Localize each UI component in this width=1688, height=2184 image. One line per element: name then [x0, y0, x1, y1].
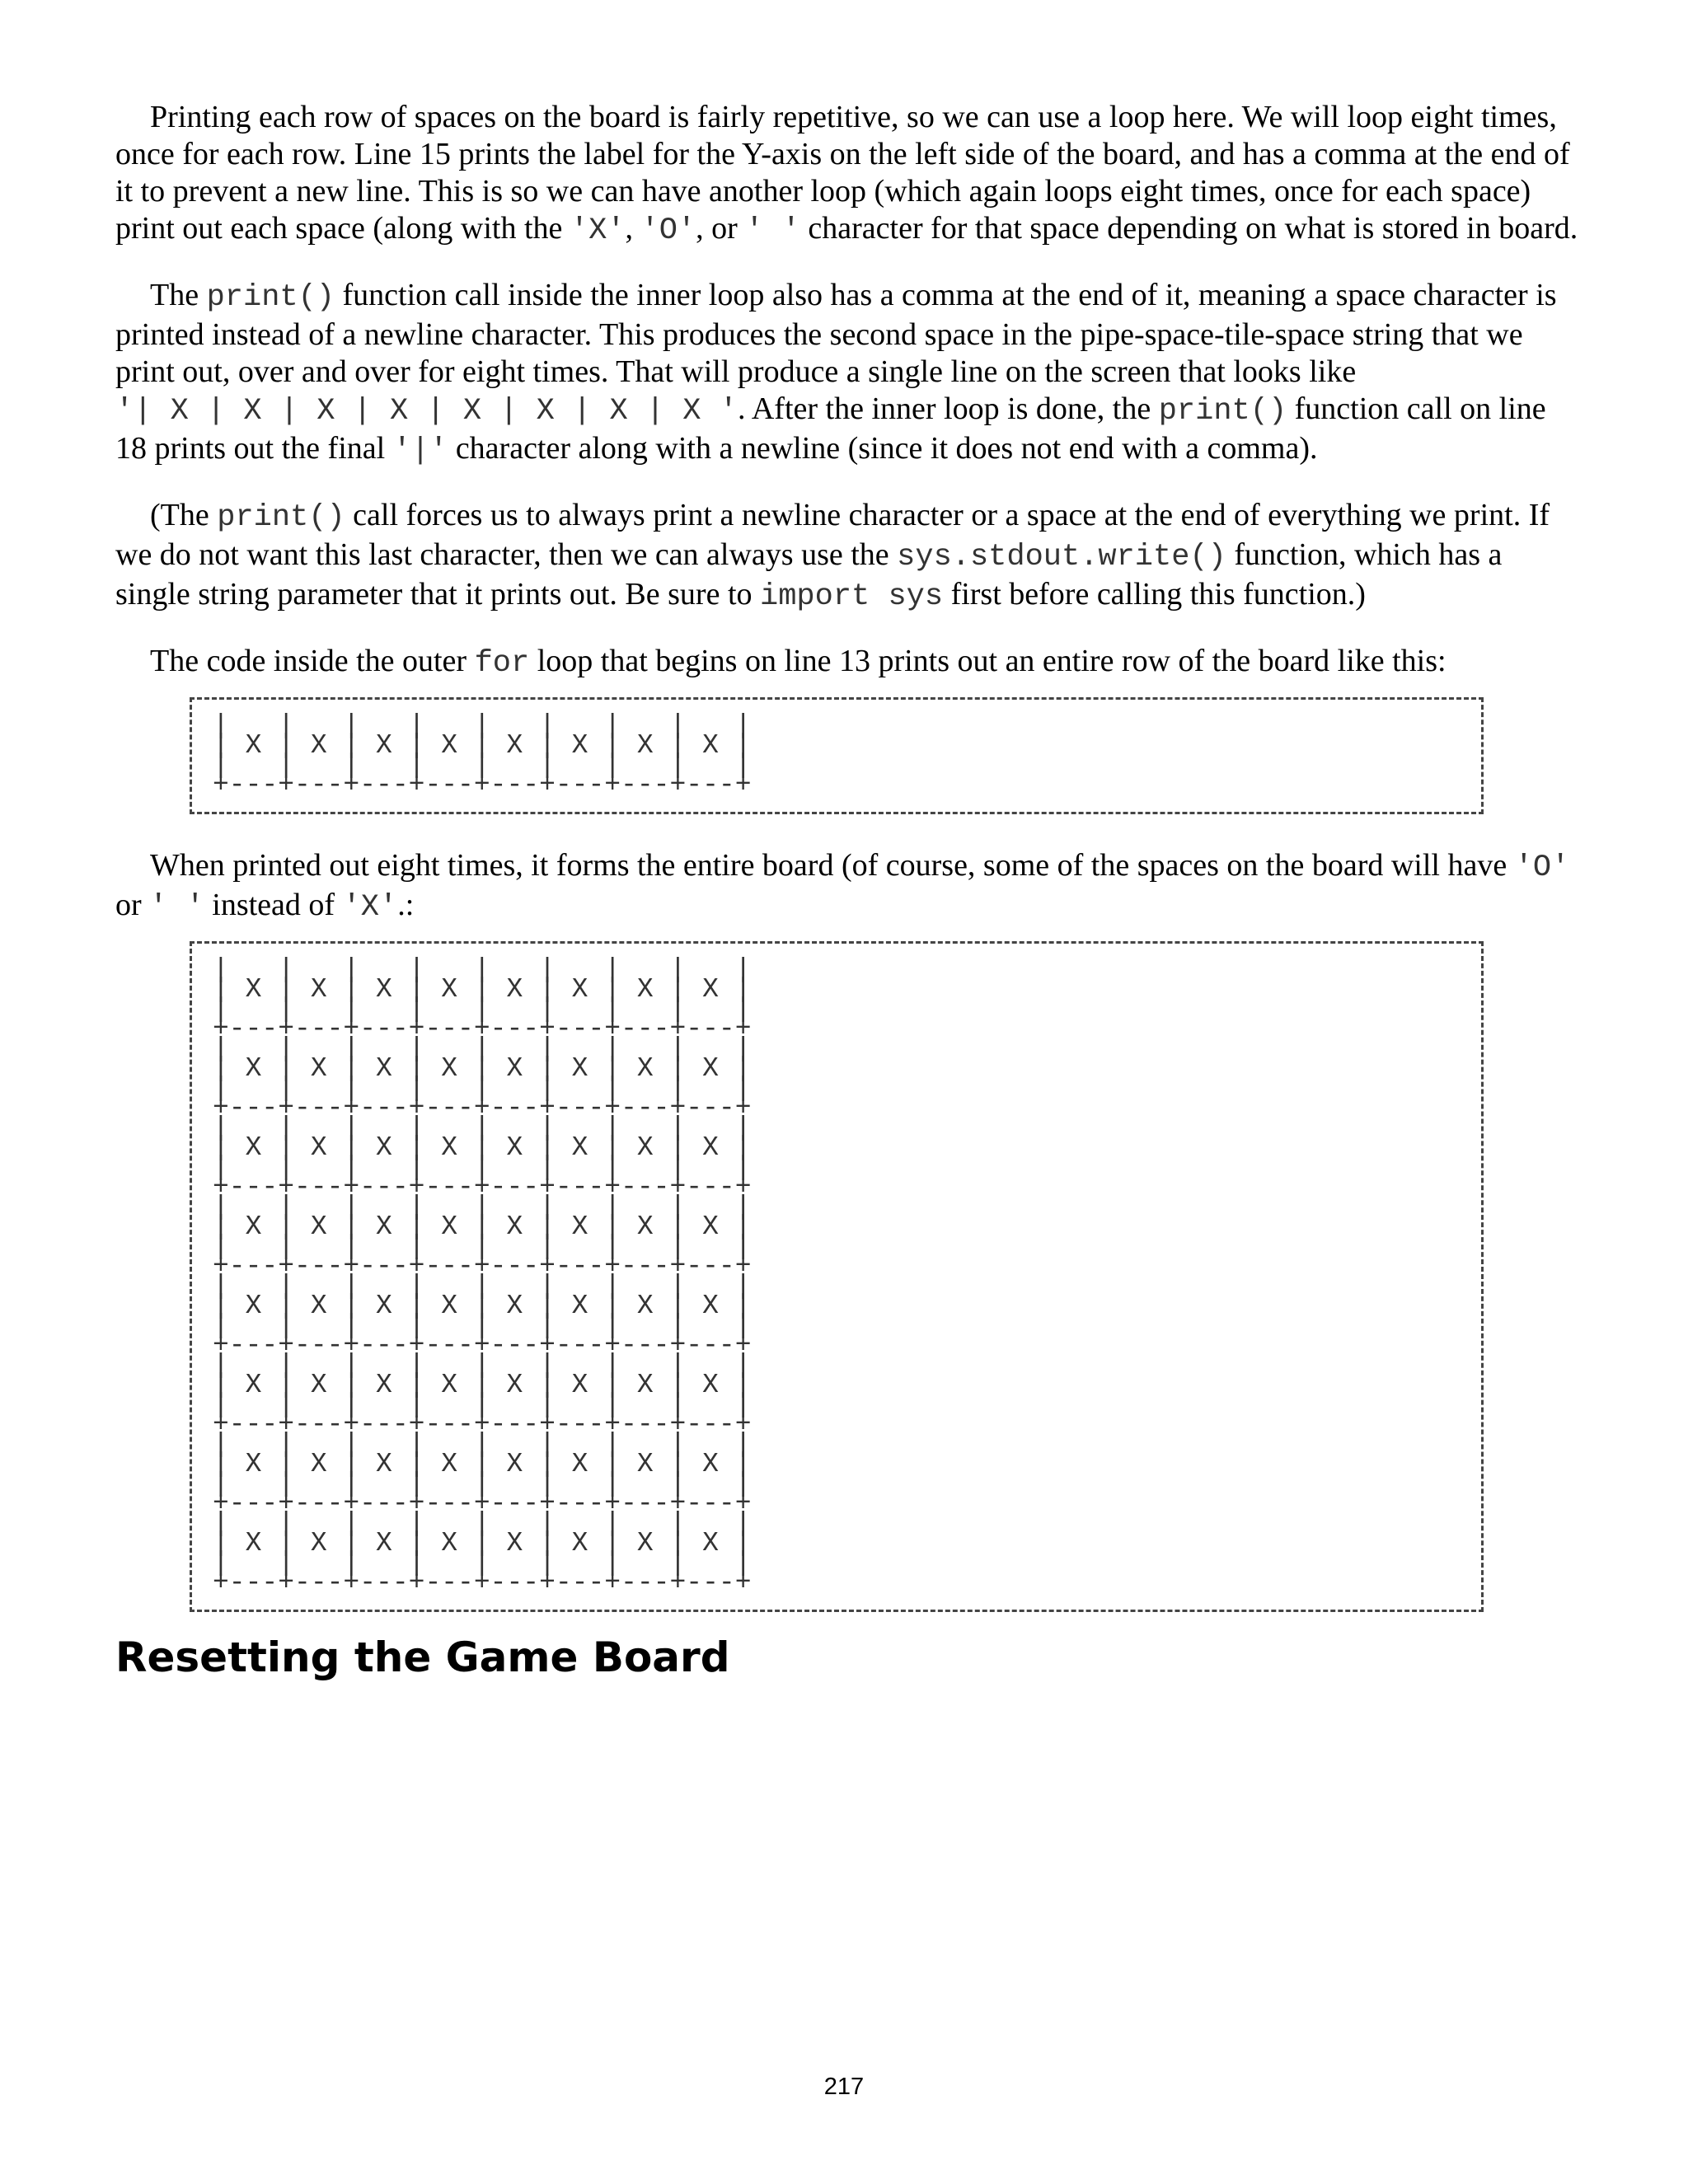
inline-code: print() [217, 500, 345, 535]
text-segment: , or [696, 211, 746, 246]
text-segment: The code inside the outer [150, 644, 475, 678]
section-heading: Resetting the Game Board [115, 1633, 730, 1681]
inline-code: import sys [760, 579, 944, 614]
paragraph-inner-loop [115, 277, 1582, 470]
inline-code: 'X' [570, 213, 626, 248]
text-segment: The [150, 278, 207, 312]
text-segment: Printing each row of spaces on the board is fairly repetitive, so we can use a loop here. We will loop eight times, once for each row. Line 15 prints the label for the Y-axis on the left side of the board, and has a comma at the end of it to prevent a new line. This is so we can have another loop (which again loops eight times, once for each space) print out each space (along with the [115, 100, 1570, 246]
text-segment: (The [150, 498, 218, 532]
inline-code: 'X' [342, 890, 398, 925]
text-segment: , [625, 211, 641, 246]
paragraph-print-note [115, 497, 1582, 616]
inline-code: ' ' [745, 213, 800, 248]
paragraph-row-loop [115, 99, 1582, 250]
text-segment: function, which has a single string parameter that it prints out. Be sure to [115, 537, 1503, 612]
text-segment: When printed out eight times, it forms the entire board (of course, some of the spaces on the board will have [150, 848, 1515, 883]
document-page [115, 99, 1582, 1682]
inline-code: 'O' [1514, 851, 1570, 885]
inline-code: '|' [392, 434, 448, 468]
text-segment: .: [397, 888, 415, 922]
text-segment: function call on line 18 prints out the final [115, 391, 1546, 466]
code-block-single-row [190, 697, 1484, 814]
text-segment: instead of [204, 888, 343, 922]
text-segment: call forces us to always print a newline character or a space at the end of everything we print. If we do not want this last character, then we can always use the [115, 498, 1550, 572]
text-segment: . After the inner loop is done, the [737, 391, 1159, 426]
page-number: 217 [823, 2074, 865, 2100]
paragraph-outer-loop [115, 643, 1582, 682]
text-segment: or [115, 888, 150, 922]
text-segment: character along with a newline (since it does not end with a comma). [448, 431, 1318, 466]
text-segment: first before calling this function.) [943, 577, 1366, 612]
code-block-full-board [190, 941, 1484, 1612]
text-segment: loop that begins on line 13 prints out an entire row of the board like this: [529, 644, 1447, 678]
paragraph-full-board [115, 847, 1582, 926]
inline-code: for [474, 646, 530, 681]
text-segment: function call inside the inner loop also has a comma at the end of it, meaning a space character is printed instead of a newline character. This produces the second space in the pipe-space-tile-space string that we print out, over and over for eight times. That will produce a single line on the screen that looks like [115, 278, 1557, 389]
single-row-output: | | | | | | | | | | X | X | X | X | X | X | X | X | | | | | | | | | | +---+---+---+---+---+---+---+---+ [213, 710, 752, 800]
inline-code: print() [206, 280, 335, 315]
inline-code: '| X | X | X | X | X | X | X | X ' [115, 394, 738, 429]
text-segment: character for that space depending on what is stored in board. [799, 211, 1578, 246]
inline-code: sys.stdout.write() [897, 540, 1226, 574]
inline-code: print() [1158, 394, 1287, 429]
inline-code: ' ' [149, 890, 204, 925]
inline-code: 'O' [640, 213, 696, 248]
full-board-output: | | | | | | | | | | X | X | X | X | X | X | X | X | | | | | | | | | | +---+---+---+---+---+---+---+---+ | | | | | | | | | | X | X | X | X | X | X | X | X | | | | | | | | | | +---+---+---+---+---+---+---+---+ | | | | | | | | | | X | X | X | X | X | X | X | X | | | | | | | | | | +---+---+---+---+---+---+---+---+ | | | | | | | | | | X | X | X | X | X | X | X | X | | | | | | | | | | +---+---+---+---+---+---+---+---+ | | | | | | | | | | X | X | X | X | X | X | X | X | | | | | | | | | | +---+---+---+---+---+---+---+---+ | | | | | | | | | | X | X | X | X | X | X | X | X | | | | | | | | | | +---+---+---+---+---+---+---+---+ | | | | | | | | | | X | X | X | X | X | X | X | X | | | | | | | | | | +---+---+---+---+---+---+---+---+ | | | | | | | | | | X | X | X | X | X | X | X | X | | | | | | | | | | +---+---+---+---+---+---+---+---+ [213, 954, 752, 1598]
